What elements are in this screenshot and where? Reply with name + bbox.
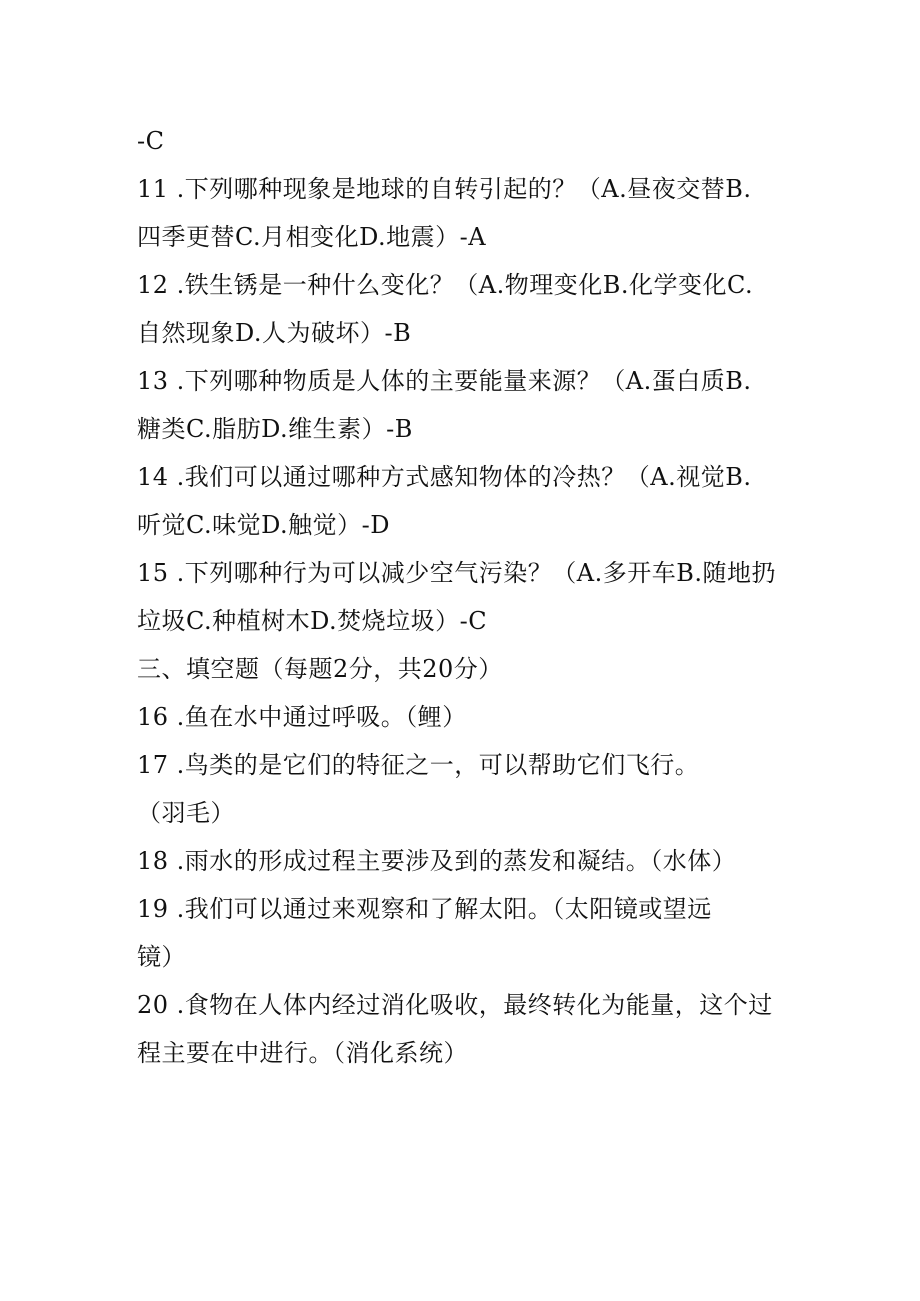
question-13-line-1: 13 .下列哪种物质是人体的主要能量来源？（A.蛋白质B. (137, 367, 752, 395)
text-line: -C (137, 127, 165, 155)
question-16-line-1: 16 .鱼在水中通过呼吸。（鲤） (137, 703, 467, 731)
question-15-line-1: 15 .下列哪种行为可以减少空气污染？（A.多开车B.随地扔 (137, 559, 777, 587)
question-15-line-2: 垃圾C.种植树木D.焚烧垃圾）-C (137, 607, 488, 635)
question-14-line-1: 14 .我们可以通过哪种方式感知物体的冷热？（A.视觉B. (137, 463, 752, 491)
question-14-line-2: 听觉C.味觉D.触觉）-D (137, 511, 391, 539)
question-17-line-1: 17 .鸟类的是它们的特征之一，可以帮助它们飞行。 (137, 751, 700, 779)
question-19-line-1: 19 .我们可以通过来观察和了解太阳。（太阳镜或望远 (137, 895, 712, 923)
question-13-line-2: 糖类C.脂肪D.维生素）-B (137, 415, 413, 443)
question-20-line-2: 程主要在中进行。（消化系统） (137, 1039, 468, 1067)
question-12-line-2: 自然现象D.人为破坏）-B (137, 319, 412, 347)
question-11-line-1: 11 .下列哪种现象是地球的自转引起的？（A.昼夜交替B. (137, 175, 752, 203)
section-heading: 三、填空题（每题2分，共20分） (137, 655, 503, 683)
question-19-line-2: 镜） (137, 943, 186, 971)
question-20-line-1: 20 .食物在人体内经过消化吸收，最终转化为能量，这个过 (137, 991, 773, 1019)
question-17-line-2: （羽毛） (137, 799, 235, 827)
question-18-line-1: 18 .雨水的形成过程主要涉及到的蒸发和凝结。（水体） (137, 847, 737, 875)
question-12-line-1: 12 .铁生锈是一种什么变化？（A.物理变化B.化学变化C. (137, 271, 754, 299)
question-11-line-2: 四季更替C.月相变化D.地震）-A (137, 223, 487, 251)
